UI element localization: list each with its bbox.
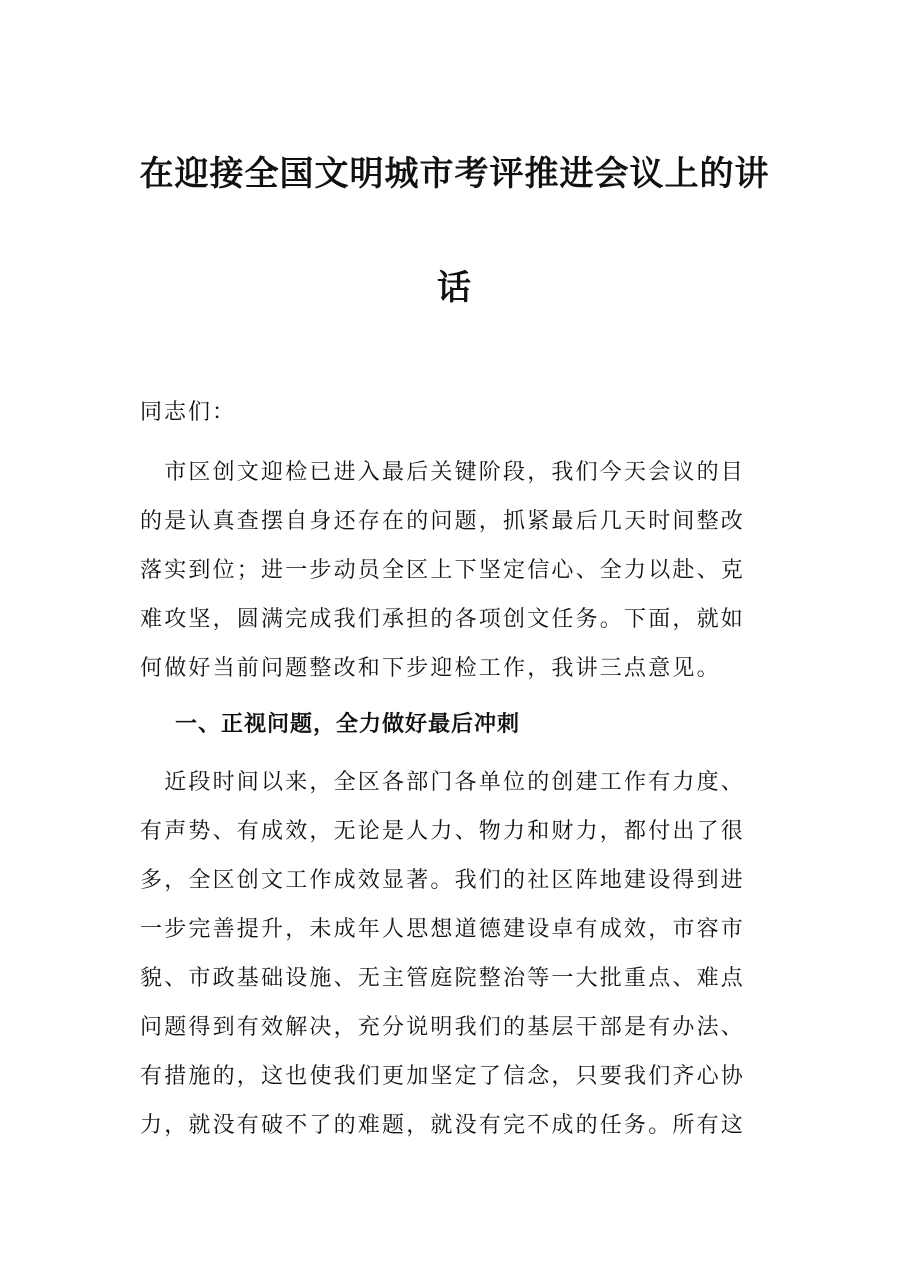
salutation: 同志们： [140,400,237,425]
paragraph-1-line-5: 何做好当前问题整改和下步迎检工作，我讲三点意见。 [140,656,721,681]
paragraph-2-line-5: 貌、市政基础设施、无主管庭院整治等一大批重点、难点 [140,966,746,991]
paragraph-1-line-4: 难攻坚，圆满完成我们承担的各项创文任务。下面，就如 [140,607,746,632]
paragraph-1-line-2: 的是认真查摆自身还存在的问题，抓紧最后几天时间整改 [140,509,746,534]
paragraph-2-line-8: 力，就没有破不了的难题，就没有完不成的任务。所有这 [140,1113,746,1138]
section-heading-1: 一、正视问题，全力做好最后冲刺 [175,711,521,737]
paragraph-2-line-3: 多，全区创文工作成效显著。我们的社区阵地建设得到进 [140,868,746,893]
document-title-line-1: 在迎接全国文明城市考评推进会议上的讲 [139,154,770,194]
paragraph-2-line-1: 近段时间以来，全区各部门各单位的创建工作有力度、 [140,770,746,795]
paragraph-1-line-1: 市区创文迎检已进入最后关键阶段，我们今天会议的目 [140,460,746,485]
paragraph-2-line-4: 一步完善提升，未成年人思想道德建设卓有成效，市容市 [140,917,746,942]
paragraph-2-line-6: 问题得到有效解决，充分说明我们的基层干部是有办法、 [140,1015,746,1040]
paragraph-2-line-2: 有声势、有成效，无论是人力、物力和财力，都付出了很 [140,819,746,844]
document-title-line-2: 话 [437,268,472,308]
paragraph-2-line-7: 有措施的，这也使我们更加坚定了信念，只要我们齐心协 [140,1064,746,1089]
paragraph-1-line-3: 落实到位；进一步动员全区上下坚定信心、全力以赴、克 [140,558,746,583]
